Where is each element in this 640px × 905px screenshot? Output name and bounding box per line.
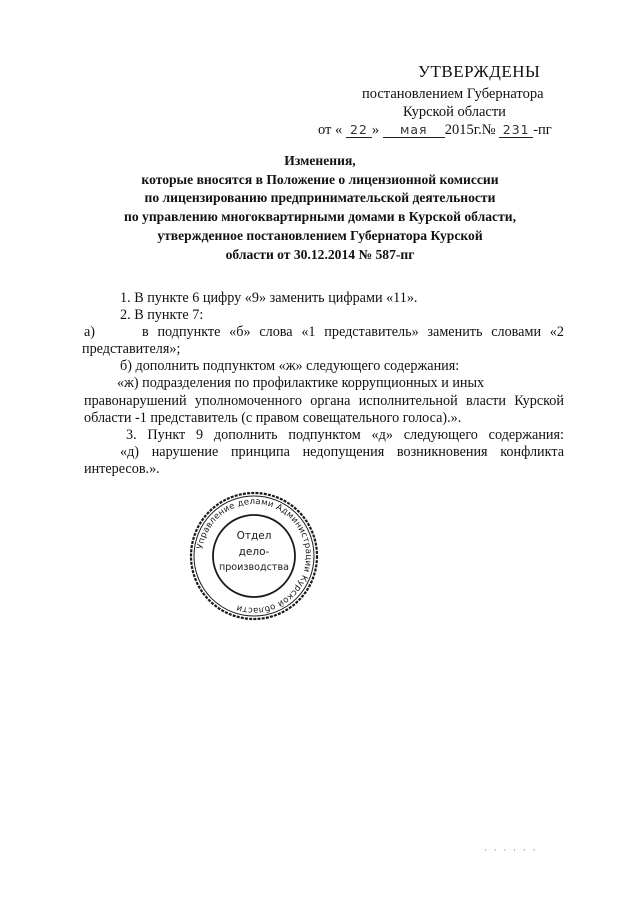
item-marker-a: а) — [84, 324, 96, 341]
heading-line: Изменения, — [284, 153, 356, 168]
item-a-text: в подпункте «б» слова «1 представитель» заменить словами «2 — [142, 324, 564, 341]
heading-line: по управлению многоквартирными домами в Курской области, — [124, 209, 516, 225]
date-prefix: от « — [318, 122, 343, 138]
heading-line: по лицензированию предпринимательской деятельности — [144, 190, 496, 206]
heading-line: области от 30.12.2014 № 587-пг — [225, 246, 415, 262]
paragraph-3-line3: интересов.». — [84, 460, 160, 477]
document-number: 231 — [499, 123, 533, 138]
document-body — [84, 290, 564, 478]
heading-line: которые вносятся в Положение о лицензионной комиссии — [141, 171, 499, 187]
date-year: 2015г.№ — [444, 122, 496, 138]
quote-line-1: «ж) подразделения по профилактике коррупционных и иных — [117, 375, 485, 392]
approval-line2: Курской области — [403, 104, 506, 120]
stamp-center-line: дело- — [238, 546, 270, 558]
paragraph-2a — [84, 324, 564, 341]
stamp-center-line: Отдел — [236, 530, 272, 542]
quote-line-3: области -1 представитель (с правом совещательного голоса).». — [84, 409, 462, 426]
paragraph-3-line2: «д) нарушение принципа недопущения возникновения конфликта — [120, 443, 564, 460]
stamp-ring-text: Управление делами Администрации Курской области — [195, 496, 314, 616]
scan-speckles: · · · · · · — [484, 846, 538, 856]
approval-date-line — [318, 122, 552, 139]
approval-line1: постановлением Губернатора — [362, 86, 544, 102]
date-mid: » — [371, 122, 380, 138]
document-heading — [60, 152, 580, 264]
number-suffix: -пг — [533, 122, 552, 138]
date-month: мая — [383, 123, 445, 138]
approval-title: УТВЕРЖДЕНЫ — [418, 62, 541, 81]
paragraph-2: 2. В пункте 7: — [120, 307, 204, 324]
paragraph-3: 3. Пункт 9 дополнить подпунктом «д» следующего содержания: — [126, 426, 564, 443]
paragraph-2b: б) дополнить подпунктом «ж» следующего содержания: — [120, 358, 460, 375]
quote-line-2: правонарушений уполномоченного органа исполнительной власти Курской — [84, 392, 564, 409]
paragraph-1: 1. В пункте 6 цифру «9» заменить цифрами «11». — [120, 290, 418, 306]
heading-line: утвержденное постановлением Губернатора Курской — [157, 227, 483, 243]
date-day: 22 — [346, 123, 372, 138]
paragraph-2a-cont: представителя»; — [82, 341, 181, 358]
office-stamp — [188, 490, 320, 622]
stamp-center-line: производства — [218, 562, 290, 573]
